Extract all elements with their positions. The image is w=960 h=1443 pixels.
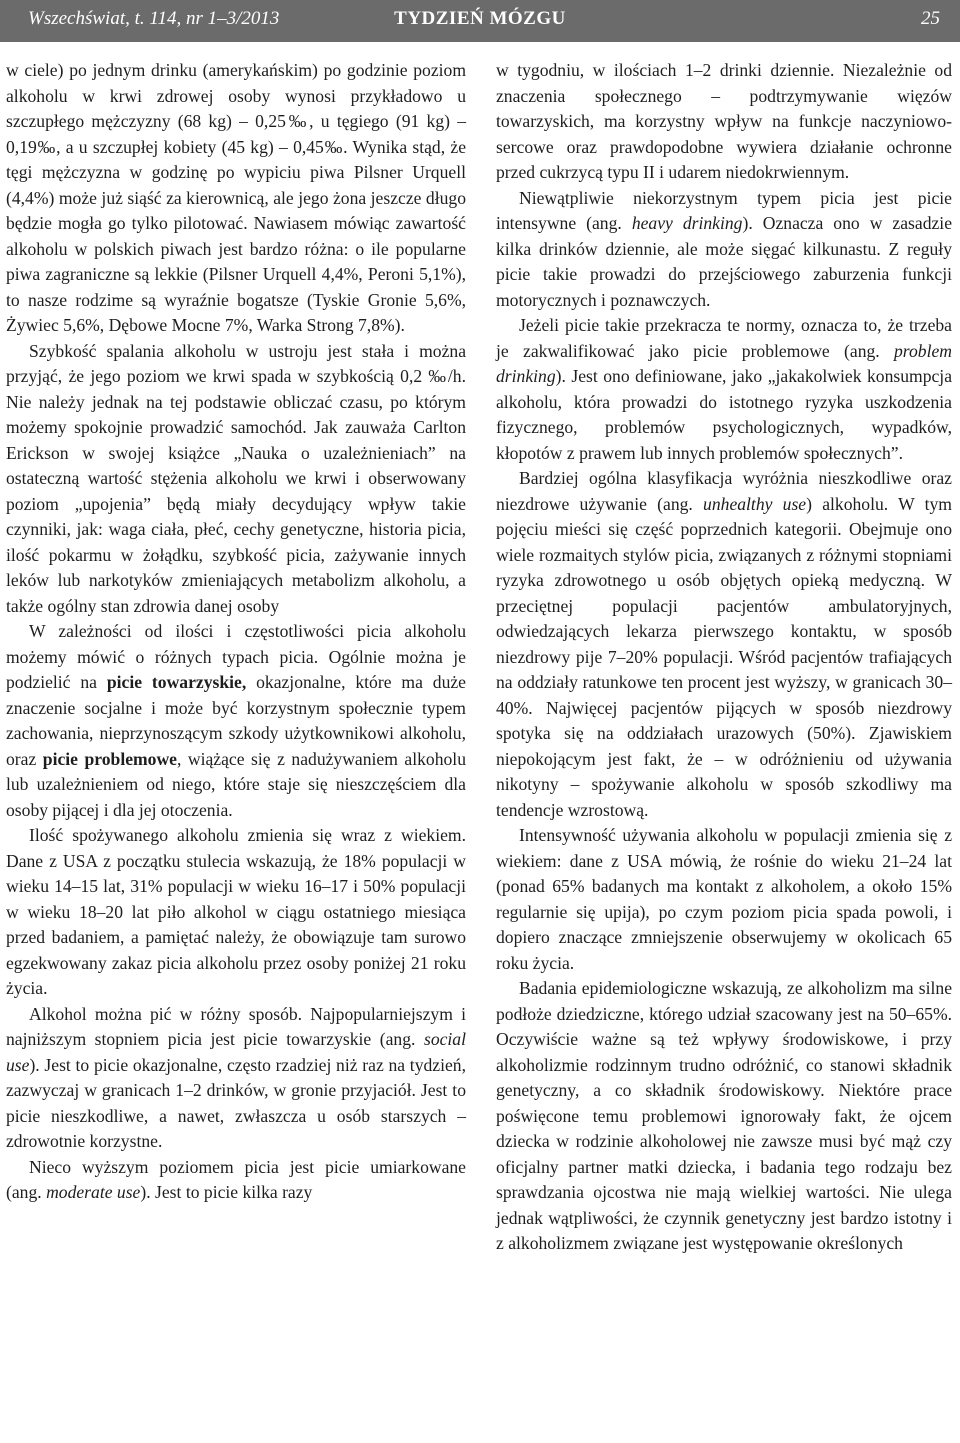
right-column — [496, 58, 952, 1257]
text-run: ). Jest to picie kilka razy — [140, 1182, 313, 1202]
bold-term: picie problemowe — [42, 748, 177, 769]
text-run: w tygodniu, w ilościach 1–2 drinki dziennie. Niezależnie od znaczenia społecznego – podtrzymywanie więzów towarzyskich, ma korzystny wpływ na funkcje naczyniowo-sercowe oraz prawdopodobne wywiera działanie ochronne przed cukrzycą typu II i udarem niedokrwiennym. — [496, 60, 952, 182]
paragraph — [496, 823, 952, 976]
text-run: Ilość spożywanego alkoholu zmienia się wraz z wiekiem. Dane z USA z początku stulecia wskazują, że 18% populacji w wieku 14–15 lat, 31% populacji w wieku 16–17 i 50% populacji w wieku 18–20 lat piło alkohol w ciągu ostatniego miesiąca przed badaniem, a pamiętać należy, że obowiązuje tam surowo egzekwowany zakaz picia alkoholu przez osoby poniżej 21 roku życia. — [6, 825, 466, 998]
italic-term: unhealthy use — [703, 493, 807, 514]
paragraph — [6, 1002, 466, 1155]
text-run: w ciele) po jednym drinku (amerykańskim) po godzinie poziom alkoholu w krwi zdrowej osoby wynosi przykładowo u szczupłego mężczyzny (68 kg) – 0,25‰, u tęgiego (91 kg) – 0,19‰, a u szczupłej kobiety (45 kg) – 0,45‰. Wynika stąd, że tęgi mężczyzna w godzinę po wypiciu piwa Pilsner Urquell (4,4%) może już siąść za kierownicą, ale jego żona jeszcze długo będzie mogła go tylko pilotować. Nawiasem mówiąc zawartość alkoholu w polskich piwach jest bardzo różna: o ile popularne piwa zagraniczne są lekkie (Pilsner Urquell 4,4%, Peroni 5,1%), to nasze rodzime są wyraźnie bogatsze (Tyskie Gronie 5,6%, Żywiec 5,6%, Dębowe Mocne 7%, Warka Strong 7,8%). — [6, 60, 466, 335]
italic-term: heavy drinking — [631, 213, 743, 233]
text-run: Niewątpliwie niekorzystnym typem picia jest picie intensywne (ang. — [496, 187, 952, 233]
article-body — [0, 52, 960, 1437]
paragraph — [496, 186, 952, 314]
paragraph — [496, 58, 952, 186]
page-header — [0, 0, 960, 42]
text-run: Intensywność używania alkoholu w populacji zmienia się z wiekiem: dane z USA mówią, że rośnie do wieku 21–24 lat (ponad 65% badanych ma kontakt z alkoholem, a około 15% regularnie się upija), po czym poziom picia spada powoli, i dopiero znaczące zmniejszenie obserwujemy w okolicach 65 roku życia. — [496, 825, 952, 973]
text-run: okazjonalne, które ma duże znaczenie socjalne i może być korzystnym społecznie typem zachowania, nieprzynoszącym szkody użytkownikowi alkoholu, oraz — [6, 672, 466, 769]
text-run: ). Jest ono definiowane, jako „jakakolwiek konsumpcja alkoholu, która prowadzi do istotnego ryzyka uszkodzenia fizycznego, problemów psychologicznych, wypadków, kłopotów z prawem lub innych problemów społecznych”. — [496, 366, 952, 463]
paragraph — [6, 339, 466, 620]
italic-term: problem drinking — [496, 340, 952, 386]
bold-term: picie towarzyskie, — [106, 672, 247, 692]
text-run: Alkohol można pić w różny sposób. Najpopularniejszym i najniższym stopniem picia jest picie towarzyskie (ang. — [6, 1003, 466, 1049]
text-run: Bardziej ogólna klasyfikacja wyróżnia nieszkodliwe oraz niezdrowe używanie (ang. — [496, 468, 952, 514]
text-run: Jeżeli picie takie przekracza te normy, oznacza to, że trzeba je zakwalifikować jako picie problemowe (ang. — [496, 315, 952, 361]
paragraph — [496, 466, 952, 823]
text-run: Nieco wyższym poziomem picia jest picie umiarkowane (ang. — [6, 1156, 466, 1202]
paragraph — [496, 313, 952, 466]
paragraph — [496, 976, 952, 1257]
paragraph — [6, 58, 466, 339]
text-run: , wiążące się z nadużywaniem alkoholu lub uzależnieniem od niego, które staje się nieszczęściem dla osoby pijącej i dla jej otoczenia. — [6, 748, 466, 820]
text-run: Szybkość spalania alkoholu w ustroju jest stała i można przyjąć, że jego poziom we krwi spada w szybkością 0,2 ‰/h. Nie należy jednak na tej podstawie obliczać czasu, po którym możemy spokojnie prowadzić samochód. Jak zauważa Carlton Erickson w swojej książce „Nauka o uzależnieniach” na ostateczną wartość stężenia alkoholu we krwi i obserwowany poziom „upojenia” będą miały decydujący wpływ takie czynniki, jak: waga ciała, płeć, cechy genetyczne, historia picia, ilość pokarmu w żołądku, szybkość picia, zażywanie innych leków lub narkotyków zmieniających metabolizm alkoholu, a także ogólny stan zdrowia danej osoby — [6, 340, 466, 616]
page-number: 25 — [921, 8, 940, 29]
paragraph — [6, 619, 466, 823]
italic-term: social use — [6, 1029, 466, 1075]
text-run: Badania epidemiologiczne wskazują, ze alkoholizm ma silne podłoże dziedziczne, którego udział szacowany jest na 50–65%. Oczywiście ważne są też wpływy środowiskowe, i przy alkoholizmie rodzinnym trudno odróżnić, co stanowi składnik genetyczny, a co składnik środowiskowy. Niektóre prace poświęcone temu problemowi ignorowały fakt, że ojcem dziecka w rodzinie alkoholowej nie zawsze musi być mąż czy oficjalny partner matki dziecka, i badania tego rodzaju bez sprawdzania ojcostwa nie mają wielkiej wartości. Nie ulega jednak wątpliwości, że czynnik genetyczny jest bardzo istotny i z alkoholizmem związane jest występowanie określonych — [496, 978, 952, 1253]
text-run: ). Jest to picie okazjonalne, często rzadziej niż raz na tydzień, zazwyczaj w granicach 1–2 drinków, w gronie przyjaciół. Jest to picie nieszkodliwe, a nawet, zwłaszcza u osób starszych – zdrowotnie korzystne. — [6, 1054, 466, 1151]
paragraph — [6, 1155, 466, 1206]
text-run: ) alkoholu. W tym pojęciu mieści się część poprzednich kategorii. Obejmuje ono wiele rozmaitych stylów picia, związanych z różnymi stopniami ryzyka zdrowotnego u osób objętych opieką medyczną. W przeciętnej populacji pacjentów ambulatoryjnych, odwiedzających lekarza pierwszego kontaktu, w sposób niezdrowy pije 7–20% populacji. Wśród pacjentów trafiających na oddziały ratunkowe ten procent jest wyższy, w granicach 30–40%. Najwięcej pacjentów pijących w sposób niezdrowy spotyka się na oddziałach urazowych (50%). Zjawiskiem niepokojącym jest fakt, że – w odróżnieniu od używania nikotyny – spożywanie alkoholu w sposób szkodliwy ma tendencje wzrostową. — [496, 493, 952, 820]
text-run: W zależności od ilości i częstotliwości picia alkoholu możemy mówić o różnych typach picia. Ogólnie można je podzielić na — [6, 621, 466, 692]
journal-citation: Wszechświat, t. 114, nr 1–3/2013 — [28, 8, 280, 29]
paragraph — [6, 823, 466, 1002]
italic-term: moderate use — [46, 1182, 141, 1202]
section-title: TYDZIEŃ MÓZGU — [394, 8, 566, 29]
left-column — [6, 58, 466, 1206]
text-run: ). Oznacza ono w zasadzie kilka drinków dziennie, ale może sięgać kilkunastu. Z reguły picie takie prowadzi do przejściowego zaburzenia funkcji motorycznych i poznawczych. — [496, 213, 953, 310]
